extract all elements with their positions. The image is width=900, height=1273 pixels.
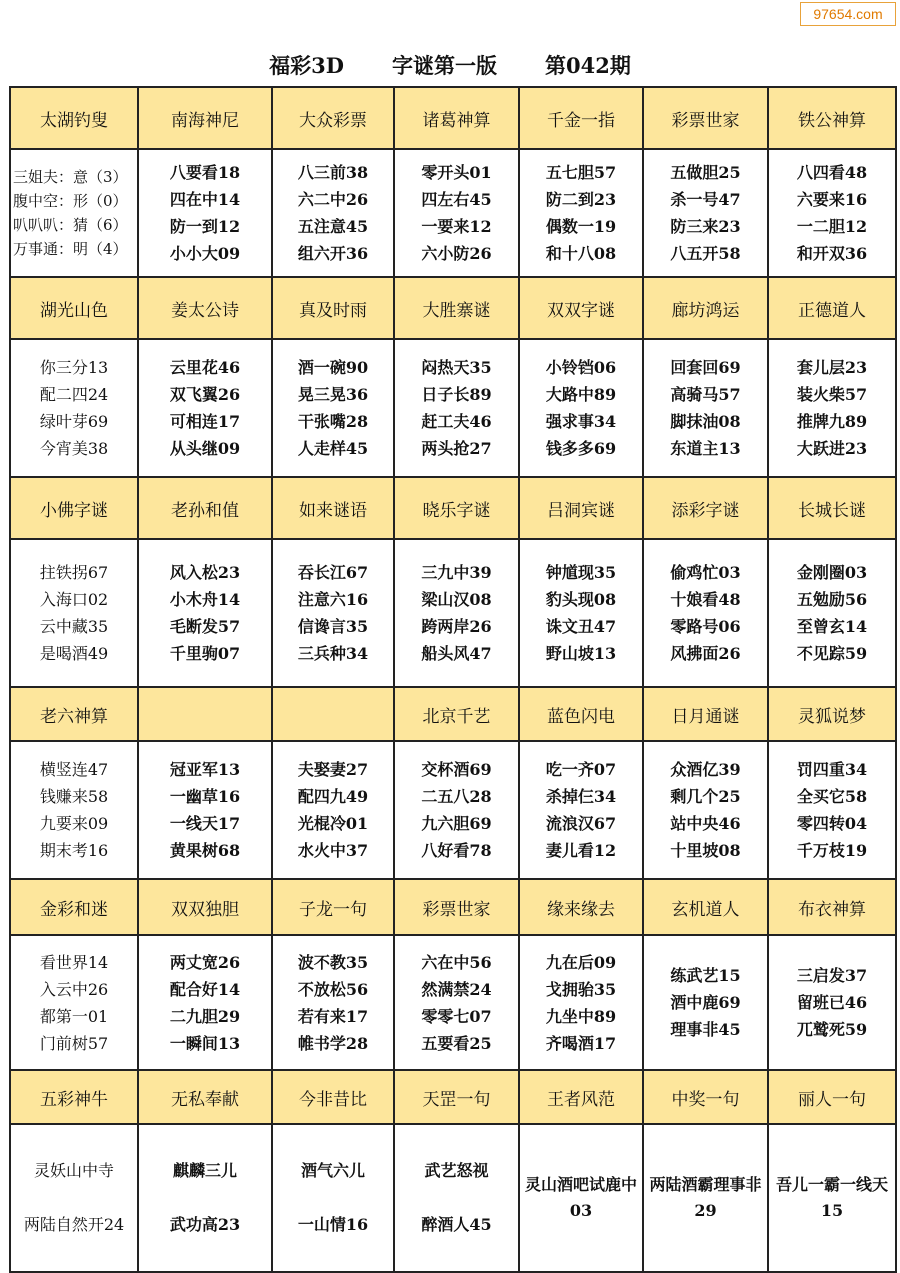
riddle-line: 九在后09 [545, 952, 617, 972]
expert-name: 蓝色闪电 [519, 687, 643, 741]
riddle-line: 六小防26 [421, 244, 492, 263]
riddle-line: 吞长江67 [297, 563, 369, 582]
riddle-line: 横竖连47 [39, 760, 109, 779]
riddle-line: 拄铁拐67 [39, 563, 109, 582]
riddle-row [10, 339, 896, 477]
riddle-cell [394, 1124, 519, 1272]
riddle-line: 六要来16 [796, 190, 868, 209]
riddle-line: 今宵美38 [39, 439, 109, 458]
riddle-cell [10, 741, 138, 879]
riddle-line: 黄果树68 [169, 841, 241, 860]
riddle-line: 晃三晃36 [297, 385, 369, 404]
expert-name: 大众彩票 [272, 87, 394, 149]
riddle-cell [643, 935, 768, 1070]
riddle-cell [519, 339, 643, 477]
riddle-line: 然满禁24 [421, 979, 492, 999]
riddle-line: 一要来12 [421, 217, 492, 236]
expert-name: 中奖一句 [643, 1070, 768, 1124]
expert-name: 王者风范 [519, 1070, 643, 1124]
header-row [10, 477, 896, 539]
riddle-cell [10, 339, 138, 477]
riddle-line: 和开双36 [796, 244, 868, 263]
riddle-line: 东道主13 [670, 439, 741, 458]
expert-name [272, 687, 394, 741]
riddle-cell [643, 1124, 768, 1272]
riddle-line: 绿叶芽69 [39, 412, 109, 431]
riddle-line: 云中藏35 [39, 617, 109, 636]
riddle-line: 你三分13 [39, 358, 109, 377]
riddle-line: 冠亚军13 [169, 760, 241, 779]
header-row [10, 879, 896, 935]
expert-name: 湖光山色 [10, 277, 138, 339]
riddle-line: 风入松23 [169, 563, 241, 582]
riddle-cell [768, 149, 896, 277]
riddle-line: 不放松56 [297, 979, 369, 999]
riddle-line: 九六胆69 [421, 814, 492, 833]
riddle-line: 一幽草16 [169, 787, 241, 806]
expert-name: 双双字谜 [519, 277, 643, 339]
riddle-cell [394, 539, 519, 687]
riddle-cell [768, 539, 896, 687]
riddle-line: 杀掉仨34 [545, 787, 617, 806]
riddle-line: 脚抹油08 [670, 412, 741, 431]
riddle-line: 五勉励56 [796, 590, 868, 609]
riddle-line: 酒一碗90 [297, 358, 369, 377]
riddle-line: 三启发37 [796, 966, 868, 985]
riddle-cell [643, 741, 768, 879]
riddle-line: 零路号06 [670, 617, 741, 636]
riddle-cell [519, 1124, 643, 1272]
expert-name: 太湖钓叟 [10, 87, 138, 149]
riddle-line: 八四看48 [796, 163, 868, 182]
riddle-line: 留班已46 [796, 993, 868, 1012]
riddle-line: 防二到23 [545, 190, 617, 209]
expert-name: 正德道人 [768, 277, 896, 339]
riddle-cell [768, 1124, 896, 1272]
riddle-line: 腹中空：形（0） [13, 192, 128, 210]
riddle-line: 零四转04 [796, 814, 868, 833]
riddle-cell [138, 1124, 272, 1272]
riddle-row [10, 1124, 896, 1272]
expert-name: 金彩和迷 [10, 879, 138, 935]
riddle-line: 若有来17 [297, 1006, 369, 1026]
riddle-line: 看世界14 [39, 952, 109, 972]
riddle-line: 八五开58 [670, 244, 741, 263]
riddle-line: 五做胆25 [670, 163, 741, 182]
riddle-line: 信谗言35 [297, 617, 369, 636]
riddle-cell [10, 1124, 138, 1272]
expert-name: 吕洞宾谜 [519, 477, 643, 539]
riddle-line: 武艺怒视 [424, 1161, 489, 1180]
riddle-line: 毛断发57 [169, 617, 241, 636]
riddle-line: 跨两岸26 [421, 617, 492, 636]
expert-name: 大胜寨谜 [394, 277, 519, 339]
expert-name: 玄机道人 [643, 879, 768, 935]
riddle-cell [10, 539, 138, 687]
riddle-cell [394, 339, 519, 477]
riddle-line: 双飞翼26 [169, 385, 241, 404]
riddle-line: 组六开36 [297, 244, 369, 263]
expert-name: 晓乐字谜 [394, 477, 519, 539]
riddle-line: 叭叭叭：猜（6） [13, 216, 128, 234]
riddle-line: 吃一齐07 [545, 760, 617, 779]
riddle-line: 两陆自然开24 [23, 1215, 125, 1234]
expert-name: 灵狐说梦 [768, 687, 896, 741]
riddle-line: 酒中鹿69 [670, 993, 741, 1012]
riddle-line: 四左右45 [421, 190, 492, 209]
riddle-line: 万事通：明（4） [13, 240, 128, 258]
riddle-line: 配四九49 [297, 787, 369, 806]
riddle-line: 麒麟三儿 [172, 1161, 237, 1180]
riddle-cell [643, 149, 768, 277]
expert-name: 子龙一句 [272, 879, 394, 935]
riddle-cell [768, 339, 896, 477]
riddle-line: 钱多多69 [545, 439, 617, 458]
riddle-line: 小小大09 [169, 244, 241, 263]
riddle-line: 一二胆12 [796, 217, 868, 236]
riddle-line: 剩几个25 [670, 787, 741, 806]
expert-name: 姜太公诗 [138, 277, 272, 339]
riddle-cell [138, 539, 272, 687]
expert-name: 小佛字谜 [10, 477, 138, 539]
riddle-line: 两陆酒霸理事非29 [649, 1175, 762, 1220]
expert-name: 如来谜语 [272, 477, 394, 539]
riddle-line: 和十八08 [545, 244, 617, 263]
riddle-line: 九坐中89 [545, 1006, 617, 1026]
riddle-line: 五要看25 [421, 1033, 492, 1053]
riddle-line: 野山坡13 [545, 644, 617, 663]
riddle-line: 理事非45 [670, 1020, 741, 1039]
expert-name: 老孙和值 [138, 477, 272, 539]
riddle-cell [643, 339, 768, 477]
riddle-line: 小铃铛06 [545, 358, 617, 377]
riddle-line: 大路中89 [545, 385, 617, 404]
riddle-line: 十里坡08 [670, 841, 741, 860]
riddle-table [9, 86, 897, 1273]
riddle-row [10, 741, 896, 879]
riddle-cell [519, 539, 643, 687]
expert-name: 日月通谜 [643, 687, 768, 741]
riddle-line: 两头抢27 [421, 439, 492, 458]
title-issue: 第042期 [544, 53, 631, 78]
riddle-line: 梁山汉08 [421, 590, 492, 609]
riddle-line: 钟馗现35 [545, 563, 617, 582]
riddle-line: 二五八28 [421, 787, 492, 806]
riddle-line: 零开头01 [421, 163, 492, 182]
riddle-line: 十娘看48 [670, 590, 741, 609]
riddle-line: 零零七07 [421, 1006, 492, 1026]
riddle-line: 闷热天35 [421, 358, 492, 377]
riddle-line: 全买它58 [796, 787, 868, 806]
riddle-line: 二九胆29 [169, 1006, 241, 1026]
riddle-line: 四在中14 [169, 190, 241, 209]
riddle-cell [272, 339, 394, 477]
riddle-line: 注意六16 [297, 590, 369, 609]
riddle-line: 一瞬间13 [169, 1033, 241, 1053]
riddle-line: 戈拥骀35 [545, 979, 617, 999]
riddle-line: 豹头现08 [545, 590, 617, 609]
expert-name: 铁公神算 [768, 87, 896, 149]
riddle-cell [272, 935, 394, 1070]
riddle-cell [272, 1124, 394, 1272]
riddle-line: 至曾玄14 [796, 617, 868, 636]
riddle-line: 钱赚来58 [39, 787, 109, 806]
riddle-line: 配合好14 [169, 979, 241, 999]
riddle-line: 大跃进23 [796, 439, 868, 458]
riddle-cell [643, 539, 768, 687]
riddle-line: 八好看78 [421, 841, 492, 860]
header-row [10, 687, 896, 741]
expert-name: 长城长谜 [768, 477, 896, 539]
riddle-cell [519, 741, 643, 879]
riddle-cell [394, 741, 519, 879]
expert-name: 无私奉献 [138, 1070, 272, 1124]
expert-name: 天罡一句 [394, 1070, 519, 1124]
riddle-line: 流浪汉67 [545, 814, 617, 833]
riddle-line: 三姐夫：意（3） [13, 168, 128, 186]
riddle-line: 五七胆57 [545, 163, 617, 182]
riddle-cell [272, 741, 394, 879]
riddle-line: 金刚圈03 [796, 563, 868, 582]
riddle-line: 防三来23 [670, 217, 741, 236]
riddle-line: 风拂面26 [670, 644, 741, 663]
riddle-line: 波不教35 [297, 952, 369, 972]
riddle-line: 不见踪59 [796, 644, 868, 663]
riddle-cell [394, 935, 519, 1070]
riddle-line: 入云中26 [39, 979, 109, 999]
riddle-line: 九要来09 [39, 814, 109, 833]
riddle-line: 云里花46 [169, 358, 241, 377]
expert-name: 双双独胆 [138, 879, 272, 935]
riddle-line: 齐喝酒17 [545, 1033, 617, 1053]
riddle-line: 一线天17 [169, 814, 241, 833]
header-row [10, 277, 896, 339]
riddle-cell [138, 935, 272, 1070]
riddle-line: 千里驹07 [169, 644, 241, 663]
riddle-line: 两丈宽26 [169, 952, 241, 972]
riddle-cell [138, 741, 272, 879]
riddle-line: 夫娶妻27 [297, 760, 369, 779]
riddle-line: 船头风47 [421, 644, 492, 663]
expert-name: 今非昔比 [272, 1070, 394, 1124]
riddle-cell [768, 741, 896, 879]
watermark-logo: 97654.com [800, 2, 896, 26]
riddle-line: 六在中56 [421, 952, 492, 972]
expert-name: 布衣神算 [768, 879, 896, 935]
riddle-line: 三九中39 [421, 563, 492, 582]
riddle-line: 入海口02 [39, 590, 109, 609]
expert-name [138, 687, 272, 741]
riddle-line: 高骑马57 [670, 385, 741, 404]
riddle-cell [519, 149, 643, 277]
riddle-line: 灵妖山中寺 [33, 1161, 114, 1180]
riddle-cell [394, 149, 519, 277]
expert-name: 南海神尼 [138, 87, 272, 149]
riddle-line: 干张嘴28 [297, 412, 369, 431]
riddle-line: 赶工夫46 [421, 412, 492, 431]
page-title [0, 50, 900, 82]
expert-name: 真及时雨 [272, 277, 394, 339]
riddle-line: 兀鹫死59 [796, 1020, 868, 1039]
riddle-row [10, 935, 896, 1070]
riddle-line: 站中央46 [670, 814, 741, 833]
riddle-line: 套儿层23 [796, 358, 868, 377]
riddle-line: 水火中37 [297, 841, 369, 860]
expert-name: 诸葛神算 [394, 87, 519, 149]
riddle-line: 偶数一19 [545, 217, 617, 236]
riddle-line: 三兵种34 [297, 644, 369, 663]
riddle-line: 八要看18 [169, 163, 241, 182]
riddle-cell [272, 149, 394, 277]
riddle-cell [519, 935, 643, 1070]
riddle-line: 门前树57 [39, 1033, 109, 1053]
riddle-line: 众酒亿39 [670, 760, 741, 779]
riddle-line: 六二中26 [297, 190, 369, 209]
riddle-cell [272, 539, 394, 687]
expert-name: 添彩字谜 [643, 477, 768, 539]
riddle-line: 练武艺15 [670, 966, 741, 985]
riddle-cell [138, 339, 272, 477]
expert-name: 彩票世家 [394, 879, 519, 935]
riddle-line: 酒气六儿 [300, 1161, 365, 1180]
riddle-line: 罚四重34 [796, 760, 868, 779]
riddle-line: 交杯酒69 [421, 760, 492, 779]
header-row [10, 87, 896, 149]
riddle-line: 防一到12 [169, 217, 241, 236]
riddle-line: 强求事34 [545, 412, 617, 431]
riddle-line: 帷书学28 [297, 1033, 369, 1053]
title-name: 字谜第一版 [391, 53, 497, 78]
riddle-line: 是喝酒49 [39, 644, 109, 663]
riddle-line: 妻儿看12 [545, 841, 617, 860]
riddle-line: 武功高23 [169, 1215, 241, 1234]
expert-name: 千金一指 [519, 87, 643, 149]
riddle-line: 装火柴57 [796, 385, 868, 404]
riddle-line: 灵山酒吧试鹿中03 [524, 1175, 637, 1220]
riddle-line: 从头继09 [169, 439, 241, 458]
riddle-row [10, 539, 896, 687]
riddle-line: 五注意45 [297, 217, 369, 236]
riddle-line: 期末考16 [39, 841, 109, 860]
riddle-line: 杀一号47 [670, 190, 741, 209]
riddle-row [10, 149, 896, 277]
riddle-cell [768, 935, 896, 1070]
expert-name: 廊坊鸿运 [643, 277, 768, 339]
riddle-line: 推牌九89 [796, 412, 868, 431]
title-brand: 福彩3D [269, 53, 344, 78]
riddle-line: 都第一01 [39, 1006, 109, 1026]
riddle-cell [138, 149, 272, 277]
riddle-line: 一山情16 [297, 1215, 369, 1234]
expert-name: 丽人一句 [768, 1070, 896, 1124]
riddle-line: 可相连17 [169, 412, 241, 431]
riddle-line: 偷鸡忙03 [670, 563, 741, 582]
riddle-line: 醉酒人45 [421, 1215, 492, 1234]
expert-name: 缘来缘去 [519, 879, 643, 935]
riddle-cell [10, 935, 138, 1070]
riddle-line: 回套回69 [670, 358, 741, 377]
riddle-line: 人走样45 [297, 439, 369, 458]
expert-name: 北京千艺 [394, 687, 519, 741]
riddle-line: 光棍冷01 [297, 814, 369, 833]
riddle-line: 千万枝19 [796, 841, 868, 860]
riddle-line: 八三前38 [297, 163, 369, 182]
riddle-cell [10, 149, 138, 277]
header-row [10, 1070, 896, 1124]
expert-name: 五彩神牛 [10, 1070, 138, 1124]
expert-name: 彩票世家 [643, 87, 768, 149]
riddle-line: 小木舟14 [169, 590, 241, 609]
expert-name: 老六神算 [10, 687, 138, 741]
riddle-line: 吾儿一霸一线天15 [775, 1175, 888, 1220]
riddle-line: 诛文丑47 [545, 617, 617, 636]
riddle-line: 日子长89 [421, 385, 492, 404]
riddle-line: 配二四24 [39, 385, 109, 404]
